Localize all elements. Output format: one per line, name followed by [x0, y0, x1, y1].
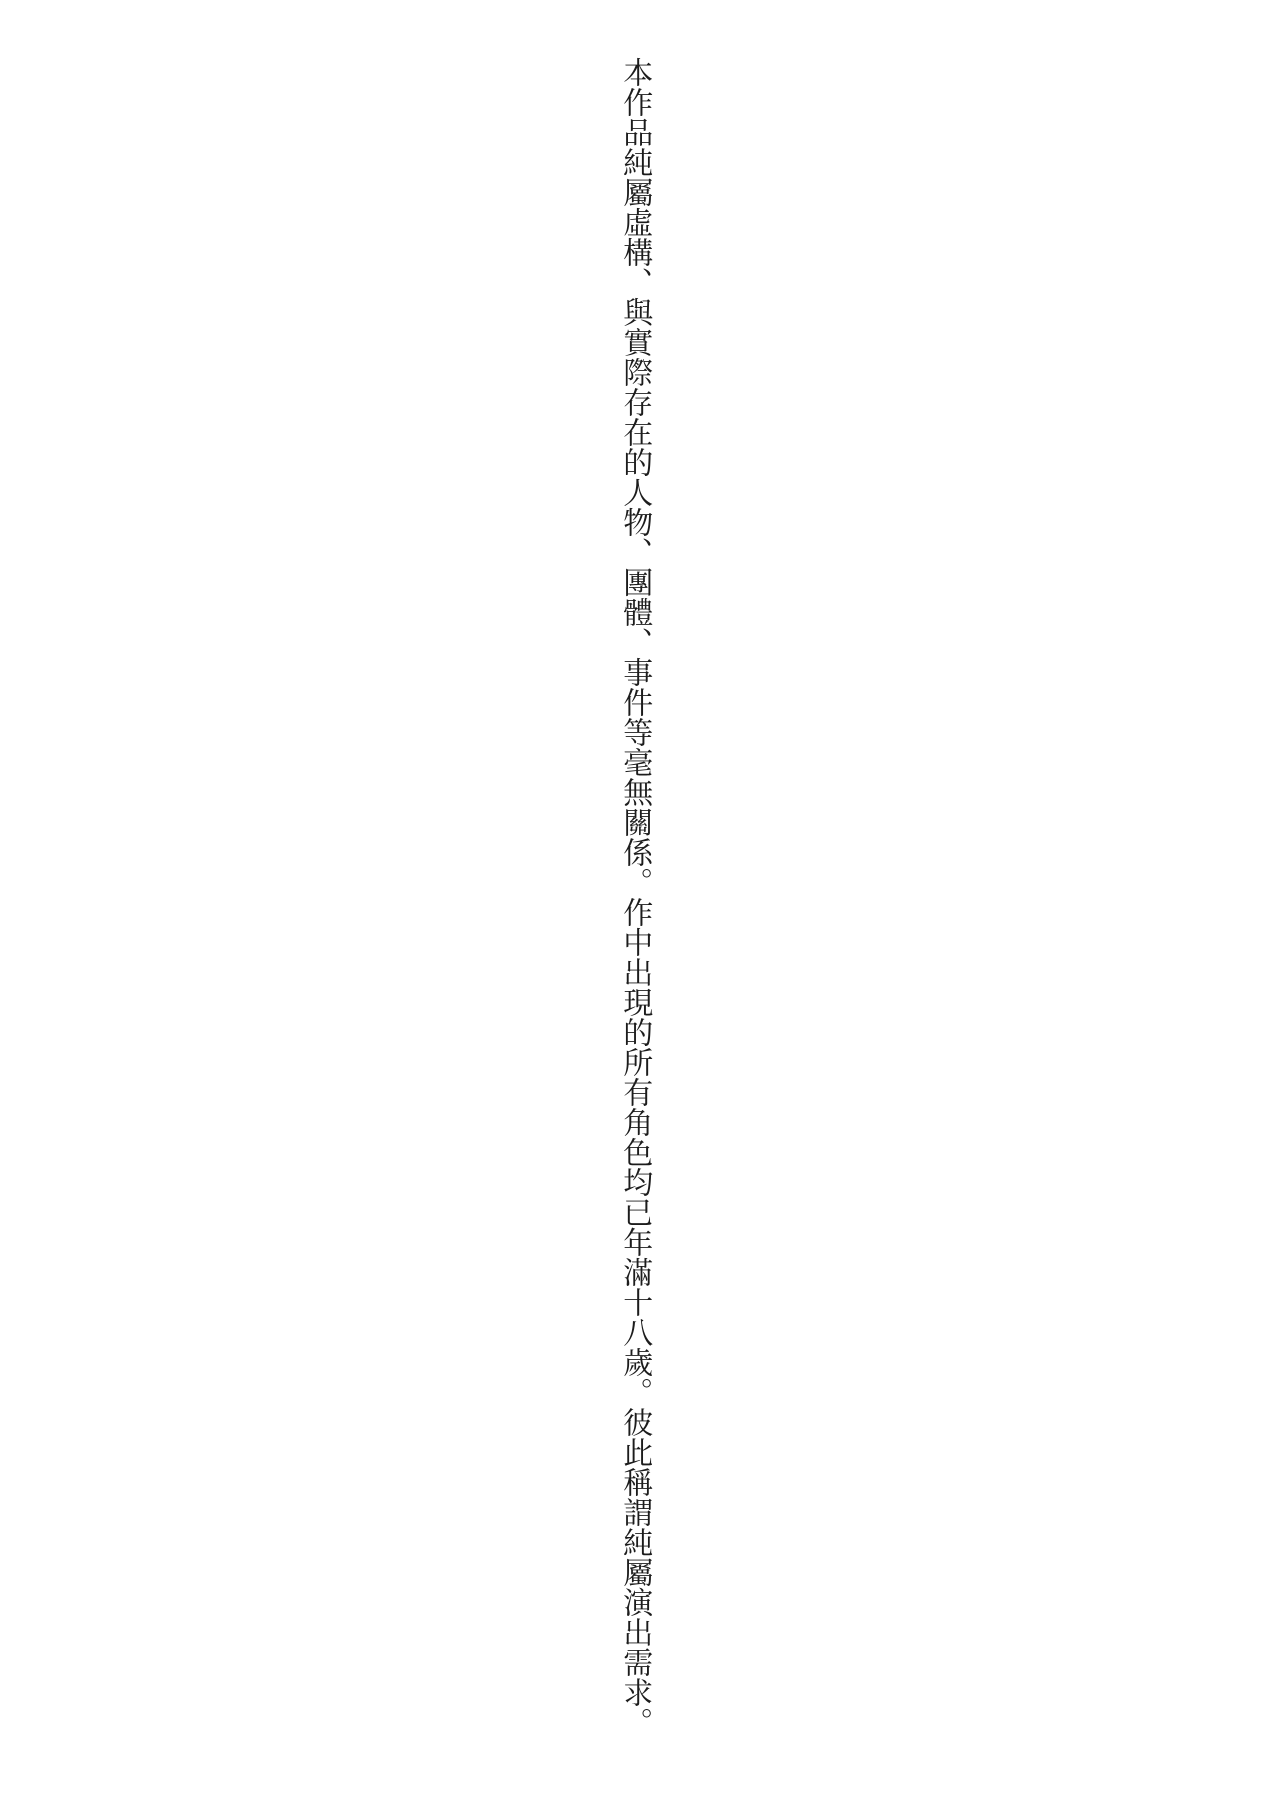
vertical-disclaimer-text: 本作品純屬虛構、與實際存在的人物、團體、事件等毫無關係。作中出現的所有角色均已年滿十八歲。彼此稱謂純屬演出需求。	[618, 57, 652, 1737]
